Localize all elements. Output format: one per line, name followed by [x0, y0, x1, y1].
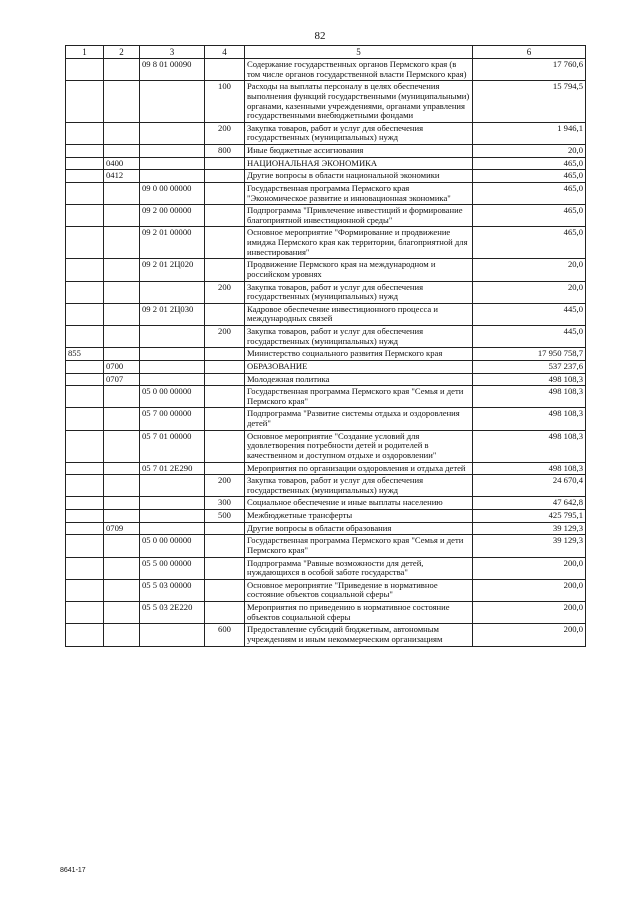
expense-type-cell: 500 — [205, 510, 245, 523]
expense-type-cell — [205, 430, 245, 462]
expense-type-cell — [205, 522, 245, 535]
column-header: 5 — [245, 46, 473, 59]
table-row — [66, 59, 586, 81]
amount-cell: 425 795,1 — [473, 510, 586, 523]
amount-cell: 17 760,6 — [473, 59, 586, 81]
section-code-cell — [104, 227, 140, 259]
expense-type-cell — [205, 557, 245, 579]
ministry-code-cell — [66, 303, 104, 325]
target-article-cell: 09 0 00 00000 — [140, 182, 205, 204]
item-name-cell: Молодежная политика — [245, 373, 473, 386]
item-name-cell: Содержание государственных органов Пермского края (в том числе органов государственной власти Пермского края) — [245, 59, 473, 81]
ministry-code-cell — [66, 462, 104, 475]
expense-type-cell — [205, 170, 245, 183]
item-name-cell: Иные бюджетные ассигнования — [245, 145, 473, 158]
item-name-cell: Подпрограмма "Развитие системы отдыха и оздоровления детей" — [245, 408, 473, 430]
table-row — [66, 373, 586, 386]
target-article-cell: 09 2 01 2Ц020 — [140, 259, 205, 281]
section-code-cell — [104, 145, 140, 158]
amount-cell: 20,0 — [473, 259, 586, 281]
table-row — [66, 408, 586, 430]
section-code-cell — [104, 182, 140, 204]
section-code-cell: 0700 — [104, 360, 140, 373]
amount-cell: 47 642,8 — [473, 497, 586, 510]
expense-type-cell — [205, 182, 245, 204]
amount-cell: 445,0 — [473, 326, 586, 348]
table-row — [66, 360, 586, 373]
table-row — [66, 281, 586, 303]
section-code-cell — [104, 59, 140, 81]
item-name-cell: Продвижение Пермского края на международном и российском уровнях — [245, 259, 473, 281]
ministry-code-cell — [66, 557, 104, 579]
section-code-cell — [104, 497, 140, 510]
section-code-cell — [104, 535, 140, 557]
section-code-cell — [104, 281, 140, 303]
ministry-code-cell — [66, 182, 104, 204]
column-header: 1 — [66, 46, 104, 59]
table-row — [66, 122, 586, 144]
amount-cell: 465,0 — [473, 227, 586, 259]
target-article-cell: 05 7 00 00000 — [140, 408, 205, 430]
item-name-cell: Закупка товаров, работ и услуг для обеспечения государственных (муниципальных) нужд — [245, 122, 473, 144]
expense-type-cell: 300 — [205, 497, 245, 510]
ministry-code-cell — [66, 360, 104, 373]
target-article-cell: 05 7 01 00000 — [140, 430, 205, 462]
expense-type-cell — [205, 579, 245, 601]
target-article-cell: 05 5 03 2Е220 — [140, 602, 205, 624]
section-code-cell — [104, 259, 140, 281]
column-header: 3 — [140, 46, 205, 59]
section-code-cell — [104, 579, 140, 601]
target-article-cell — [140, 281, 205, 303]
expense-type-cell: 600 — [205, 624, 245, 646]
section-code-cell: 0707 — [104, 373, 140, 386]
amount-cell: 24 670,4 — [473, 475, 586, 497]
section-code-cell — [104, 430, 140, 462]
item-name-cell: Мероприятия по приведению в нормативное состояние объектов социальной сферы — [245, 602, 473, 624]
expense-type-cell — [205, 205, 245, 227]
table-row — [66, 348, 586, 361]
table-row — [66, 510, 586, 523]
amount-cell: 200,0 — [473, 602, 586, 624]
amount-cell: 445,0 — [473, 303, 586, 325]
expense-type-cell — [205, 59, 245, 81]
table-row — [66, 145, 586, 158]
column-header: 2 — [104, 46, 140, 59]
item-name-cell: Основное мероприятие "Формирование и продвижение имиджа Пермского края как территории, благоприятной для инвестирования" — [245, 227, 473, 259]
section-code-cell — [104, 462, 140, 475]
amount-cell: 498 108,3 — [473, 373, 586, 386]
page-number: 82 — [314, 30, 326, 42]
item-name-cell: Подпрограмма "Равные возможности для детей, нуждающихся в особой заботе государства" — [245, 557, 473, 579]
amount-cell: 200,0 — [473, 557, 586, 579]
section-code-cell — [104, 348, 140, 361]
amount-cell: 465,0 — [473, 182, 586, 204]
expense-type-cell — [205, 386, 245, 408]
ministry-code-cell — [66, 157, 104, 170]
ministry-code-cell: 855 — [66, 348, 104, 361]
ministry-code-cell — [66, 624, 104, 646]
target-article-cell — [140, 373, 205, 386]
target-article-cell: 05 0 00 00000 — [140, 535, 205, 557]
amount-cell: 39 129,3 — [473, 535, 586, 557]
item-name-cell: НАЦИОНАЛЬНАЯ ЭКОНОМИКА — [245, 157, 473, 170]
expense-type-cell — [205, 373, 245, 386]
expense-type-cell — [205, 462, 245, 475]
section-code-cell — [104, 81, 140, 123]
item-name-cell: Основное мероприятие "Приведение в нормативное состояние объектов социальной сферы" — [245, 579, 473, 601]
target-article-cell: 05 7 01 2Е290 — [140, 462, 205, 475]
expense-type-cell — [205, 602, 245, 624]
ministry-code-cell — [66, 259, 104, 281]
target-article-cell: 09 2 00 00000 — [140, 205, 205, 227]
target-article-cell — [140, 522, 205, 535]
amount-cell: 465,0 — [473, 157, 586, 170]
budget-table — [65, 45, 586, 647]
expense-type-cell — [205, 535, 245, 557]
item-name-cell: ОБРАЗОВАНИЕ — [245, 360, 473, 373]
ministry-code-cell — [66, 326, 104, 348]
expense-type-cell — [205, 360, 245, 373]
table-row — [66, 602, 586, 624]
ministry-code-cell — [66, 497, 104, 510]
item-name-cell: Основное мероприятие "Создание условий для удовлетворения потребности детей и родителей в качественном и доступном отдыхе и оздоровлении" — [245, 430, 473, 462]
expense-type-cell: 200 — [205, 326, 245, 348]
amount-cell: 20,0 — [473, 281, 586, 303]
target-article-cell — [140, 81, 205, 123]
table-row — [66, 259, 586, 281]
expense-type-cell: 100 — [205, 81, 245, 123]
target-article-cell — [140, 145, 205, 158]
ministry-code-cell — [66, 408, 104, 430]
expense-type-cell — [205, 348, 245, 361]
item-name-cell: Предоставление субсидий бюджетным, автономным учреждениям и иным некоммерческим организациям — [245, 624, 473, 646]
item-name-cell: Кадровое обеспечение инвестиционного процесса и международных связей — [245, 303, 473, 325]
table-row — [66, 475, 586, 497]
item-name-cell: Министерство социального развития Пермского края — [245, 348, 473, 361]
ministry-code-cell — [66, 386, 104, 408]
item-name-cell: Социальное обеспечение и иные выплаты населению — [245, 497, 473, 510]
table-row — [66, 497, 586, 510]
item-name-cell: Межбюджетные трансферты — [245, 510, 473, 523]
section-code-cell — [104, 386, 140, 408]
expense-type-cell — [205, 303, 245, 325]
item-name-cell: Закупка товаров, работ и услуг для обеспечения государственных (муниципальных) нужд — [245, 281, 473, 303]
table-row — [66, 522, 586, 535]
item-name-cell: Государственная программа Пермского края "Семья и дети Пермского края" — [245, 386, 473, 408]
expense-type-cell — [205, 259, 245, 281]
ministry-code-cell — [66, 510, 104, 523]
amount-cell: 498 108,3 — [473, 386, 586, 408]
section-code-cell — [104, 326, 140, 348]
section-code-cell — [104, 475, 140, 497]
target-article-cell: 09 2 01 2Ц030 — [140, 303, 205, 325]
section-code-cell — [104, 557, 140, 579]
item-name-cell: Государственная программа Пермского края "Семья и дети Пермского края" — [245, 535, 473, 557]
target-article-cell — [140, 475, 205, 497]
amount-cell: 465,0 — [473, 205, 586, 227]
amount-cell: 17 950 758,7 — [473, 348, 586, 361]
ministry-code-cell — [66, 430, 104, 462]
section-code-cell — [104, 624, 140, 646]
table-row — [66, 624, 586, 646]
target-article-cell: 09 2 01 00000 — [140, 227, 205, 259]
item-name-cell: Мероприятия по организации оздоровления и отдыха детей — [245, 462, 473, 475]
item-name-cell: Другие вопросы в области образования — [245, 522, 473, 535]
section-code-cell — [104, 122, 140, 144]
ministry-code-cell — [66, 373, 104, 386]
target-article-cell: 05 5 00 00000 — [140, 557, 205, 579]
section-code-cell — [104, 408, 140, 430]
item-name-cell: Закупка товаров, работ и услуг для обеспечения государственных (муниципальных) нужд — [245, 475, 473, 497]
amount-cell: 537 237,6 — [473, 360, 586, 373]
amount-cell: 498 108,3 — [473, 462, 586, 475]
ministry-code-cell — [66, 122, 104, 144]
amount-cell: 1 946,1 — [473, 122, 586, 144]
table-header-row — [66, 46, 586, 59]
section-code-cell — [104, 303, 140, 325]
amount-cell: 465,0 — [473, 170, 586, 183]
target-article-cell — [140, 122, 205, 144]
table-row — [66, 303, 586, 325]
target-article-cell: 09 8 01 00090 — [140, 59, 205, 81]
table-row — [66, 535, 586, 557]
target-article-cell: 05 5 03 00000 — [140, 579, 205, 601]
expense-type-cell — [205, 227, 245, 259]
amount-cell: 498 108,3 — [473, 430, 586, 462]
target-article-cell — [140, 624, 205, 646]
expense-type-cell: 200 — [205, 281, 245, 303]
amount-cell: 498 108,3 — [473, 408, 586, 430]
target-article-cell: 05 0 00 00000 — [140, 386, 205, 408]
table-row — [66, 557, 586, 579]
ministry-code-cell — [66, 602, 104, 624]
expense-type-cell: 200 — [205, 122, 245, 144]
amount-cell: 20,0 — [473, 145, 586, 158]
ministry-code-cell — [66, 170, 104, 183]
expense-type-cell — [205, 157, 245, 170]
item-name-cell: Подпрограмма "Привлечение инвестиций и формирование благоприятной инвестиционной среды" — [245, 205, 473, 227]
ministry-code-cell — [66, 522, 104, 535]
table-row — [66, 430, 586, 462]
ministry-code-cell — [66, 227, 104, 259]
ministry-code-cell — [66, 475, 104, 497]
section-code-cell: 0412 — [104, 170, 140, 183]
target-article-cell — [140, 510, 205, 523]
ministry-code-cell — [66, 145, 104, 158]
ministry-code-cell — [66, 81, 104, 123]
table-row — [66, 326, 586, 348]
target-article-cell — [140, 360, 205, 373]
column-header: 6 — [473, 46, 586, 59]
table-row — [66, 170, 586, 183]
item-name-cell: Другие вопросы в области национальной экономики — [245, 170, 473, 183]
ministry-code-cell — [66, 59, 104, 81]
table-row — [66, 81, 586, 123]
expense-type-cell: 200 — [205, 475, 245, 497]
expense-type-cell — [205, 408, 245, 430]
ministry-code-cell — [66, 281, 104, 303]
item-name-cell: Закупка товаров, работ и услуг для обеспечения государственных (муниципальных) нужд — [245, 326, 473, 348]
target-article-cell — [140, 348, 205, 361]
ministry-code-cell — [66, 579, 104, 601]
target-article-cell — [140, 326, 205, 348]
section-code-cell — [104, 602, 140, 624]
target-article-cell — [140, 157, 205, 170]
table-row — [66, 205, 586, 227]
table-row — [66, 462, 586, 475]
table-row — [66, 227, 586, 259]
ministry-code-cell — [66, 535, 104, 557]
table-row — [66, 386, 586, 408]
table-row — [66, 579, 586, 601]
section-code-cell: 0400 — [104, 157, 140, 170]
expense-type-cell: 800 — [205, 145, 245, 158]
ministry-code-cell — [66, 205, 104, 227]
section-code-cell — [104, 205, 140, 227]
target-article-cell — [140, 497, 205, 510]
column-header: 4 — [205, 46, 245, 59]
amount-cell: 200,0 — [473, 579, 586, 601]
section-code-cell — [104, 510, 140, 523]
amount-cell: 39 129,3 — [473, 522, 586, 535]
amount-cell: 200,0 — [473, 624, 586, 646]
section-code-cell: 0709 — [104, 522, 140, 535]
amount-cell: 15 794,5 — [473, 81, 586, 123]
document-code: 8641-17 — [60, 867, 86, 874]
item-name-cell: Расходы на выплаты персоналу в целях обеспечения выполнения функций государственными (муниципальными) органами, казенными учреждениями, органами управления государственными внебюджетными фондами — [245, 81, 473, 123]
table-row — [66, 182, 586, 204]
item-name-cell: Государственная программа Пермского края "Экономическое развитие и инновационная экономика" — [245, 182, 473, 204]
target-article-cell — [140, 170, 205, 183]
table-row — [66, 157, 586, 170]
